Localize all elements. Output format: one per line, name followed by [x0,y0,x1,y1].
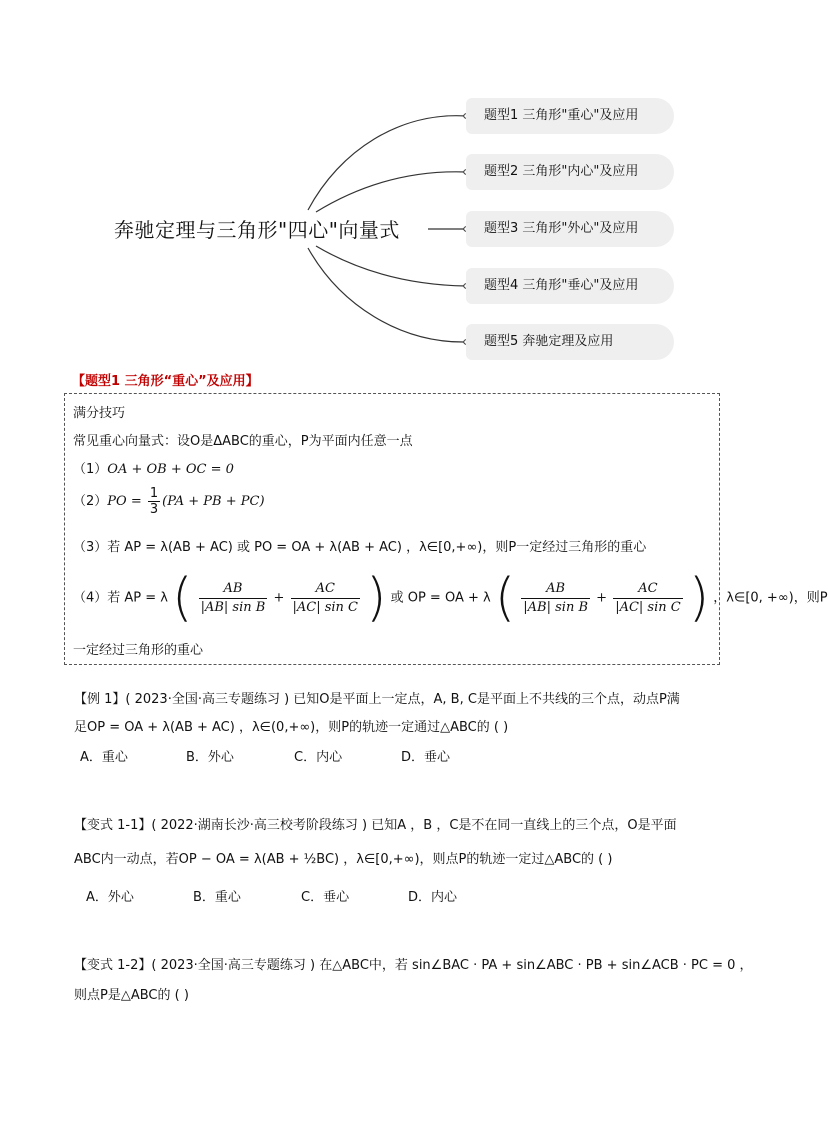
example1-line1: 【例 1】( 2023·全国·高三专题练习 ) 已知O是平面上一定点，A, B, C是平面上不共线的三个点，动点P满 [74,692,680,707]
variant1-line1: 【变式 1-1】( 2022·湖南长沙·高三校考阶段练习 ) 已知A ，B ，C是不在同一直线上的三个点，O是平面 [74,818,677,833]
mindmap-central-topic: 奔驰定理与三角形"四心"向量式 [114,218,400,242]
tips-box-title: 满分技巧 [73,406,126,421]
formula-2: （2）PO = $\frac{1}{3}$ (PA + PB + PC) [73,486,265,517]
mindmap-node-3[interactable]: 题型3 三角形"外心"及应用 [466,211,674,247]
example1-option-a[interactable]: A．重心 [80,750,128,765]
section-title: 【题型1 三角形“重心”及应用】 [72,374,259,389]
formula-4: （4）若 AP = λ ( $\frac{AB}{\text{|AB| sin B}}$ + $\frac{AC}{\text{|AC| sin C}}$ ) 或 OP = OA + λ ( $\frac{AB}{\text{|AB| sin B}}$ + $\frac{AC}{\text{|AC| sin C}}$ ) ，λ∈[0, +∞)，则P [73,568,828,628]
variant1-option-d[interactable]: D．内心 [408,890,458,905]
tips-box [64,393,828,665]
example1-line2: 足OP = OA + λ(AB + AC) ，λ∈(0,+∞)，则P的轨迹一定通过△ABC的 ( ) [74,720,509,735]
example1-option-d[interactable]: D．垂心 [401,750,451,765]
formula-1: （1）OA + OB + OC = 0 [73,462,234,477]
variant1-option-b[interactable]: B．重心 [193,890,241,905]
mindmap-node-2[interactable]: 题型2 三角形"内心"及应用 [466,154,674,190]
mindmap-node-1[interactable]: 题型1 三角形"重心"及应用 [466,98,674,134]
variant2-line2: 则点P是△ABC的 ( ) [74,988,189,1003]
variant2-line1: 【变式 1-2】( 2023·全国·高三专题练习 ) 在△ABC中，若 sin∠BAC · PA + sin∠ABC · PB + sin∠ACB · PC = 0 ， [74,958,753,973]
tips-intro: 常见重心向量式：设O是ΔABC的重心，P为平面内任意一点 [73,434,413,449]
variant1-option-c[interactable]: C．垂心 [301,890,350,905]
mindmap-node-5[interactable]: 题型5 奔驰定理及应用 [466,324,674,360]
formula-3: （3）若 AP = λ(AB + AC) 或 PO = OA + λ(AB + AC) ，λ∈[0,+∞)，则P一定经过三角形的重心 [73,540,647,555]
example1-option-c[interactable]: C．内心 [294,750,343,765]
mindmap-connectors [0,0,794,400]
variant1-line2: ABC内一动点，若OP − OA = λ(AB + ½BC) ，λ∈[0,+∞)，则点P的轨迹一定过△ABC的 ( ) [74,852,613,867]
example1-option-b[interactable]: B．外心 [186,750,234,765]
formula-4-continued: 一定经过三角形的重心 [73,643,204,658]
variant1-option-a[interactable]: A．外心 [86,890,134,905]
mindmap-node-4[interactable]: 题型4 三角形"垂心"及应用 [466,268,674,304]
